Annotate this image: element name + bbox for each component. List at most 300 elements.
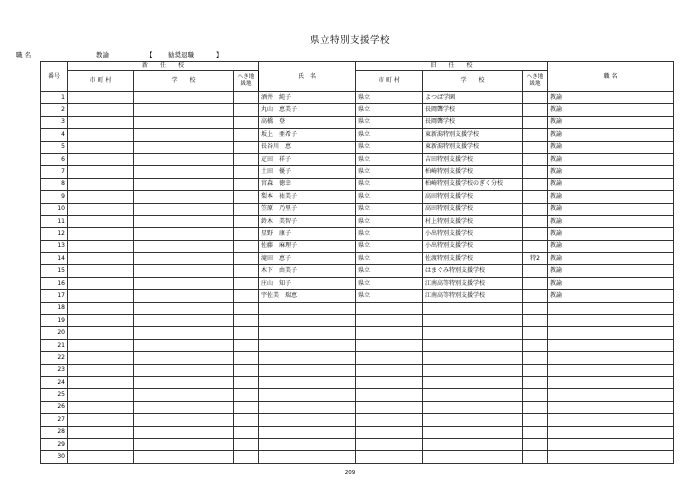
cell-new-remote-area [234,302,259,314]
cell-old-municipality: 県立 [356,228,423,240]
cell-old-school: 高田特別支援学校 [423,191,523,203]
table-row [41,116,674,128]
cell-number: 7 [41,166,68,178]
cell-old-remote-area [523,265,548,277]
cell-new-municipality [68,389,134,401]
cell-name: 長谷川 恵 [259,141,356,153]
cell-name: 梨本 祐美子 [259,191,356,203]
meta-bracket-close: 】 [216,51,223,59]
cell-new-municipality [68,265,134,277]
table-row [41,302,674,314]
cell-old-school: 東新潟特別支援学校 [423,141,523,153]
cell-old-municipality [356,376,423,388]
cell-old-municipality: 県立 [356,92,423,104]
cell-new-school [134,265,234,277]
cell-new-school [134,191,234,203]
cell-old-school: 小出特別支援学校 [423,240,523,252]
cell-number: 16 [41,277,68,289]
cell-old-remote-area [523,116,548,128]
cell-new-remote-area [234,116,259,128]
cell-job-title [548,438,674,450]
cell-old-municipality [356,389,423,401]
cell-old-school [423,451,523,463]
cell-name [259,451,356,463]
cell-name [259,302,356,314]
cell-new-municipality [68,302,134,314]
cell-job-title [548,376,674,388]
table-row [41,401,674,413]
personnel-table [40,61,674,464]
cell-old-school: 高田特別支援学校 [423,203,523,215]
cell-new-municipality [68,215,134,227]
cell-number: 26 [41,401,68,413]
cell-old-municipality [356,414,423,426]
cell-name [259,376,356,388]
cell-number: 4 [41,129,68,141]
cell-number: 18 [41,302,68,314]
cell-old-school: 吉田特別支援学校 [423,153,523,165]
cell-old-remote-area [523,327,548,339]
cell-new-school [134,302,234,314]
cell-old-municipality [356,352,423,364]
table-row [41,327,674,339]
cell-old-municipality: 県立 [356,240,423,252]
cell-job-title [548,389,674,401]
cell-new-municipality [68,438,134,450]
cell-new-municipality [68,104,134,116]
cell-name: 高橋 登 [259,116,356,128]
cell-old-school: 小出特別支援学校 [423,228,523,240]
cell-new-remote-area [234,376,259,388]
cell-old-municipality [356,327,423,339]
cell-new-school [134,339,234,351]
cell-new-remote-area [234,104,259,116]
cell-old-school: 佐渡特別支援学校 [423,253,523,265]
cell-number: 8 [41,178,68,190]
cell-old-school [423,376,523,388]
cell-new-school [134,277,234,289]
cell-old-school: よつば学園 [423,92,523,104]
table-row [41,253,674,265]
cell-new-school [134,290,234,302]
table-row [41,451,674,463]
cell-job-title: 教諭 [548,265,674,277]
cell-new-school [134,352,234,364]
cell-new-municipality [68,203,134,215]
cell-new-municipality [68,352,134,364]
header-name: 氏 名 [259,62,356,92]
table-row [41,389,674,401]
cell-job-title [548,339,674,351]
meta-label: 職 名 [16,51,32,59]
cell-number: 12 [41,228,68,240]
cell-new-municipality [68,327,134,339]
table-row [41,426,674,438]
cell-old-school [423,414,523,426]
cell-old-school: 長岡聾学校 [423,116,523,128]
cell-old-municipality: 県立 [356,129,423,141]
cell-name [259,401,356,413]
page-number: 209 [344,470,356,476]
cell-new-municipality [68,116,134,128]
cell-job-title: 教諭 [548,129,674,141]
cell-number: 14 [41,253,68,265]
table-row [41,265,674,277]
cell-new-school [134,240,234,252]
cell-new-remote-area [234,228,259,240]
cell-old-remote-area [523,104,548,116]
cell-new-school [134,327,234,339]
cell-new-school [134,438,234,450]
cell-job-title: 教諭 [548,228,674,240]
cell-job-title: 教諭 [548,116,674,128]
cell-old-municipality [356,302,423,314]
cell-new-school [134,389,234,401]
cell-new-remote-area [234,178,259,190]
cell-new-remote-area [234,438,259,450]
meta-category: 勧奨退職 [168,51,194,59]
cell-new-remote-area [234,153,259,165]
cell-new-remote-area [234,389,259,401]
cell-name: 丸山 恵美子 [259,104,356,116]
cell-old-municipality: 県立 [356,178,423,190]
cell-old-remote-area [523,228,548,240]
cell-old-municipality: 県立 [356,215,423,227]
cell-job-title: 教諭 [548,253,674,265]
cell-new-municipality [68,178,134,190]
cell-name: 土田 優子 [259,166,356,178]
cell-new-remote-area [234,141,259,153]
cell-new-remote-area [234,215,259,227]
cell-new-remote-area [234,191,259,203]
cell-job-title [548,327,674,339]
cell-new-municipality [68,92,134,104]
cell-new-remote-area [234,203,259,215]
cell-old-school [423,426,523,438]
table-row [41,178,674,190]
cell-old-school: 江南高等特別支援学校 [423,290,523,302]
cell-name: 庄山 知子 [259,277,356,289]
cell-name: 星野 康子 [259,228,356,240]
cell-name: 酒井 純子 [259,92,356,104]
table-row [41,166,674,178]
cell-number: 13 [41,240,68,252]
cell-new-remote-area [234,277,259,289]
cell-job-title [548,414,674,426]
cell-name [259,327,356,339]
cell-new-school [134,178,234,190]
header-old-remote-area: へき地級地 [523,71,548,92]
table-row [41,352,674,364]
cell-old-municipality: 県立 [356,277,423,289]
cell-old-municipality [356,438,423,450]
cell-old-municipality: 県立 [356,116,423,128]
table-row [41,277,674,289]
cell-new-municipality [68,426,134,438]
cell-old-remote-area [523,277,548,289]
header-old-school: 学 校 [423,71,523,92]
cell-old-municipality [356,315,423,327]
table-row [41,414,674,426]
cell-old-school: はまぐみ特別支援学校 [423,265,523,277]
page-title: 県立特別支援学校 [309,35,390,46]
cell-old-municipality [356,451,423,463]
cell-old-remote-area [523,451,548,463]
table-row [41,364,674,376]
cell-job-title: 教諭 [548,92,674,104]
table-row [41,104,674,116]
cell-old-school: 柏崎特別支援学校のぎく分校 [423,178,523,190]
cell-name: 笠原 乃里子 [259,203,356,215]
cell-new-remote-area [234,352,259,364]
cell-number: 5 [41,141,68,153]
cell-number: 29 [41,438,68,450]
cell-job-title [548,302,674,314]
cell-old-school [423,315,523,327]
cell-new-remote-area [234,339,259,351]
cell-new-remote-area [234,364,259,376]
cell-number: 2 [41,104,68,116]
cell-number: 20 [41,327,68,339]
cell-new-remote-area [234,401,259,413]
table-row [41,129,674,141]
cell-name: 宇佐美 瑞恵 [259,290,356,302]
cell-job-title: 教諭 [548,203,674,215]
cell-name [259,389,356,401]
cell-old-remote-area [523,426,548,438]
cell-name: 木下 由美子 [259,265,356,277]
cell-new-school [134,116,234,128]
cell-new-school [134,129,234,141]
table-row [41,153,674,165]
cell-new-school [134,376,234,388]
cell-number: 10 [41,203,68,215]
meta-bracket-open: 【 [146,51,153,59]
cell-name [259,339,356,351]
cell-new-municipality [68,277,134,289]
cell-old-remote-area [523,376,548,388]
cell-old-school: 長岡聾学校 [423,104,523,116]
cell-name: 宮森 徳幸 [259,178,356,190]
cell-old-school [423,364,523,376]
cell-new-remote-area [234,240,259,252]
cell-name: 滝田 恵子 [259,253,356,265]
cell-name: 鈴木 美智子 [259,215,356,227]
header-old-municipality: 市 町 村 [356,71,423,92]
cell-name [259,352,356,364]
header-remote-area: へき地級地 [234,71,259,92]
cell-new-remote-area [234,414,259,426]
table-row [41,92,674,104]
cell-new-school [134,414,234,426]
cell-old-remote-area: 特2 [523,253,548,265]
cell-job-title: 教諭 [548,277,674,289]
cell-old-municipality: 県立 [356,166,423,178]
cell-new-school [134,315,234,327]
cell-old-school [423,389,523,401]
cell-old-municipality: 県立 [356,141,423,153]
cell-number: 9 [41,191,68,203]
cell-new-municipality [68,315,134,327]
table-row [41,215,674,227]
cell-new-school [134,215,234,227]
cell-new-municipality [68,451,134,463]
cell-job-title: 教諭 [548,215,674,227]
cell-old-remote-area [523,438,548,450]
cell-number: 22 [41,352,68,364]
cell-name [259,426,356,438]
table-row [41,191,674,203]
cell-old-school: 東新潟特別支援学校 [423,129,523,141]
table-row [41,438,674,450]
table-row [41,376,674,388]
cell-new-municipality [68,364,134,376]
cell-new-school [134,166,234,178]
cell-old-remote-area [523,352,548,364]
cell-number: 11 [41,215,68,227]
cell-new-remote-area [234,166,259,178]
cell-old-remote-area [523,414,548,426]
cell-number: 15 [41,265,68,277]
cell-new-municipality [68,129,134,141]
cell-new-school [134,451,234,463]
cell-job-title: 教諭 [548,166,674,178]
cell-number: 6 [41,153,68,165]
cell-number: 30 [41,451,68,463]
header-municipality: 市 町 村 [68,71,134,92]
cell-new-remote-area [234,253,259,265]
meta-position: 教諭 [96,51,109,59]
cell-old-remote-area [523,389,548,401]
cell-old-municipality [356,401,423,413]
cell-old-remote-area [523,290,548,302]
cell-name: 坂上 亜希子 [259,129,356,141]
cell-name [259,315,356,327]
cell-new-school [134,141,234,153]
cell-name: 疋田 祥子 [259,153,356,165]
cell-new-municipality [68,228,134,240]
cell-old-municipality: 県立 [356,104,423,116]
cell-new-school [134,228,234,240]
cell-old-municipality: 県立 [356,290,423,302]
cell-old-remote-area [523,302,548,314]
cell-old-remote-area [523,92,548,104]
cell-number: 17 [41,290,68,302]
cell-new-school [134,401,234,413]
cell-number: 24 [41,376,68,388]
cell-new-school [134,426,234,438]
header-row-1 [41,62,674,71]
cell-old-municipality: 県立 [356,153,423,165]
cell-job-title: 教諭 [548,153,674,165]
cell-old-school: 江南高等特別支援学校 [423,277,523,289]
cell-old-remote-area [523,129,548,141]
table-row [41,141,674,153]
cell-old-remote-area [523,141,548,153]
cell-old-school [423,401,523,413]
cell-new-municipality [68,414,134,426]
cell-number: 21 [41,339,68,351]
cell-old-school [423,438,523,450]
cell-new-remote-area [234,290,259,302]
cell-new-remote-area [234,451,259,463]
cell-new-municipality [68,141,134,153]
table-row [41,290,674,302]
header-number: 番号 [41,62,68,92]
cell-new-school [134,364,234,376]
cell-name [259,438,356,450]
header-old-post: 旧 任 校 [356,62,548,71]
cell-old-municipality: 県立 [356,253,423,265]
cell-new-municipality [68,339,134,351]
cell-new-municipality [68,153,134,165]
cell-new-remote-area [234,265,259,277]
cell-job-title [548,364,674,376]
cell-number: 23 [41,364,68,376]
cell-job-title [548,451,674,463]
cell-old-remote-area [523,240,548,252]
cell-old-school: 柏崎特別支援学校 [423,166,523,178]
cell-new-school [134,92,234,104]
cell-new-remote-area [234,92,259,104]
cell-new-school [134,153,234,165]
cell-old-remote-area [523,315,548,327]
header-new-post: 新 任 校 [68,62,259,71]
cell-old-school [423,302,523,314]
cell-new-municipality [68,191,134,203]
cell-new-municipality [68,290,134,302]
header-school: 学 校 [134,71,234,92]
cell-old-school [423,339,523,351]
cell-old-municipality [356,339,423,351]
cell-job-title: 教諭 [548,191,674,203]
cell-new-municipality [68,376,134,388]
cell-old-remote-area [523,401,548,413]
cell-old-remote-area [523,166,548,178]
cell-new-remote-area [234,315,259,327]
cell-old-remote-area [523,203,548,215]
cell-name [259,414,356,426]
cell-new-remote-area [234,426,259,438]
cell-old-school: 村上特別支援学校 [423,215,523,227]
cell-old-municipality: 県立 [356,265,423,277]
cell-old-remote-area [523,215,548,227]
cell-new-school [134,104,234,116]
cell-new-municipality [68,253,134,265]
cell-name [259,364,356,376]
cell-old-remote-area [523,178,548,190]
cell-old-remote-area [523,339,548,351]
table-row [41,240,674,252]
cell-new-municipality [68,401,134,413]
cell-old-remote-area [523,153,548,165]
table-row [41,228,674,240]
cell-number: 25 [41,389,68,401]
cell-new-school [134,203,234,215]
cell-new-municipality [68,240,134,252]
cell-old-municipality [356,364,423,376]
table-row [41,315,674,327]
cell-old-municipality: 県立 [356,203,423,215]
cell-number: 3 [41,116,68,128]
cell-old-school [423,352,523,364]
cell-number: 19 [41,315,68,327]
cell-job-title [548,352,674,364]
cell-new-school [134,253,234,265]
cell-name: 佐藤 麻理子 [259,240,356,252]
cell-job-title: 教諭 [548,104,674,116]
cell-job-title: 教諭 [548,240,674,252]
